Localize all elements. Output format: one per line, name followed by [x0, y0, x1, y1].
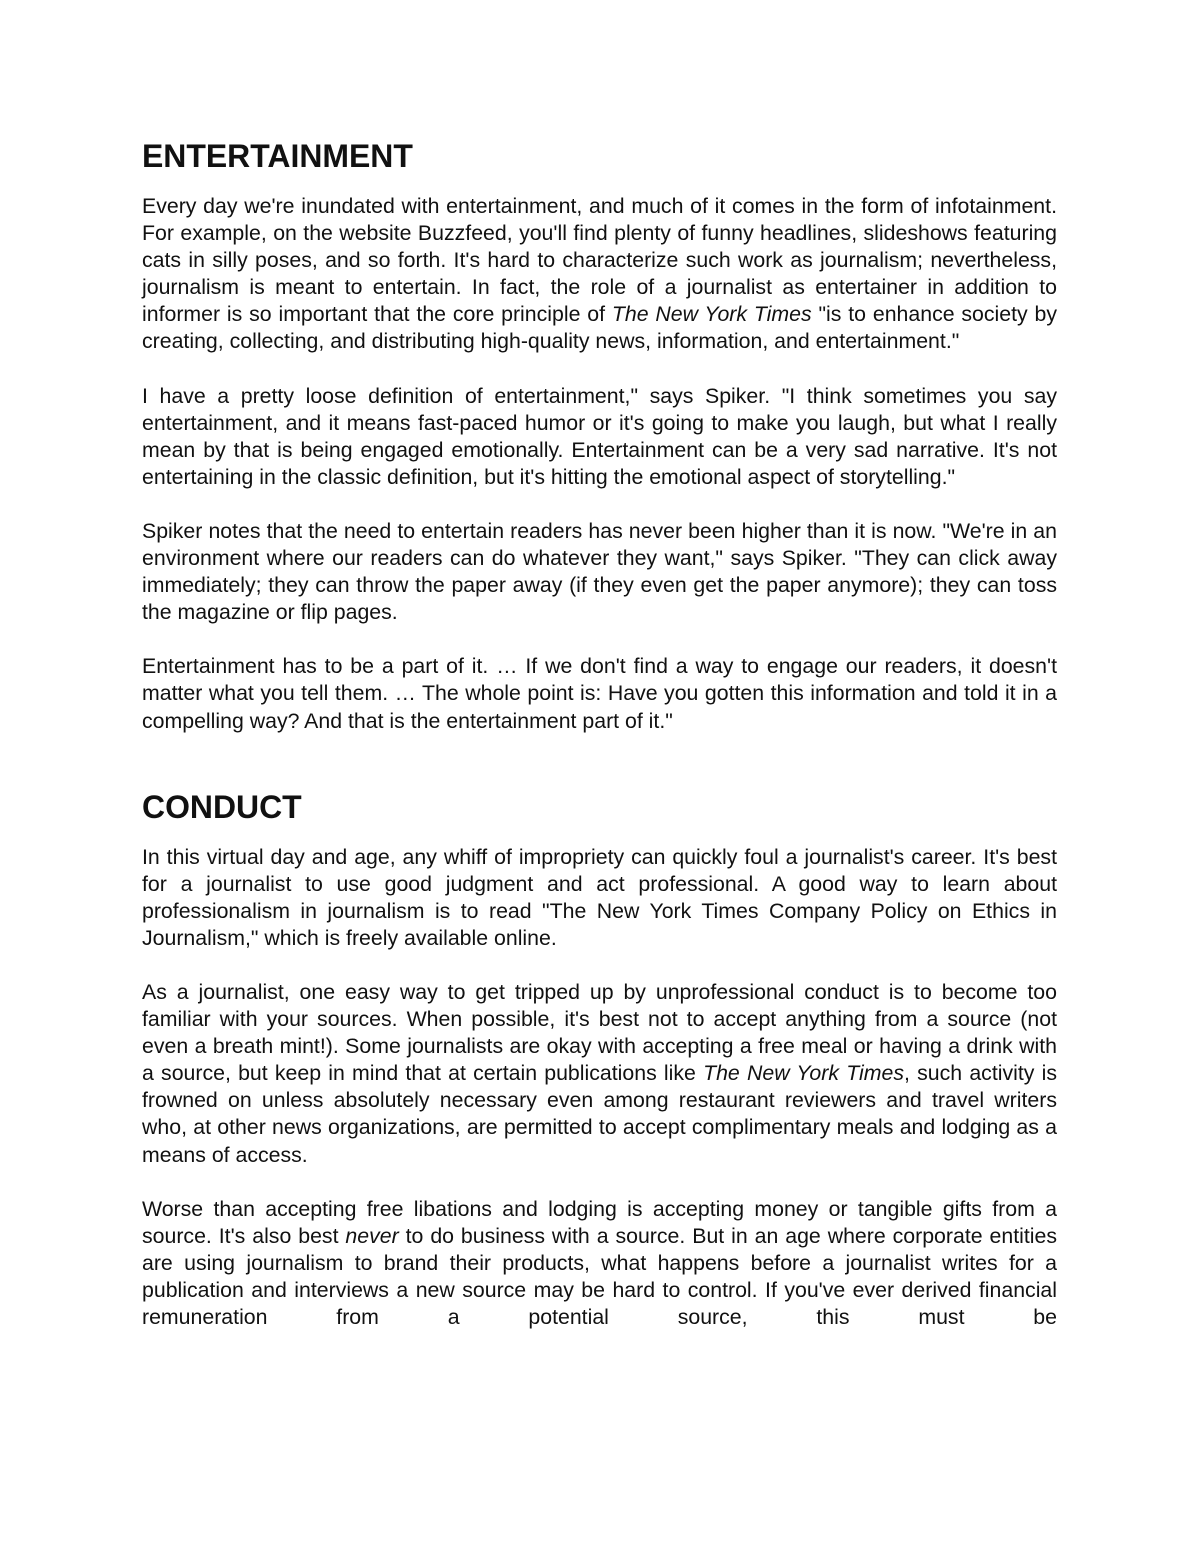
text-run: In this virtual day and age, any whiff of impropriety can quickly foul a journalist's career. It's best for a journalist to use good judgment and act professional. A good way to learn about professionalism in journalism is to read "The New York Times Company Policy on Ethics in Journalism," which is freely available online. [142, 844, 1057, 950]
paragraph [142, 844, 1057, 952]
section-heading-entertainment: ENTERTAINMENT [142, 138, 413, 174]
text-run: I have a pretty loose definition of entertainment," says Spiker. "I think sometimes you say entertainment, and it means fast-paced humor or it's going to make you laugh, but what I really mean by that is being engaged emotionally. Entertainment can be a very sad narrative. It's not entertaining in the classic definition, but it's hitting the emotional aspect of storytelling." [142, 383, 1057, 489]
italic-title: The New York Times [703, 1061, 905, 1086]
document-page [142, 140, 1057, 1331]
paragraph [142, 979, 1057, 1169]
text-run: Worse than accepting free libations and lodging is accepting money or tangible gifts from a source. It's also best [142, 1196, 1057, 1248]
text-run: Every day we're inundated with entertainment, and much of it comes in the form of infotainment. For example, on the website Buzzfeed, you'll find plenty of funny headlines, slideshows featuring cats in silly poses, and so forth. It's hard to characterize such work as journalism; nevertheless, journalism is meant to entertain. In fact, the role of a journalist as entertainer in addition to informer is so important that the core principle of [142, 194, 1057, 327]
text-run: "is to enhance society by creating, collecting, and distributing high-quality news, information, and entertainment." [142, 302, 1057, 354]
paragraph [142, 193, 1057, 356]
paragraph [142, 383, 1057, 491]
section-heading-conduct: CONDUCT [142, 788, 302, 825]
italic-emphasis: never [345, 1223, 399, 1248]
text-run: to do business with a source. But in an age where corporate entities are using journalism to brand their products, what happens before a journalist writes for a publication and interviews a new source may be hard to control. If you've ever derived financial remuneration from a potential source, this must be [142, 1223, 1057, 1329]
italic-title: The New York Times [611, 302, 812, 327]
paragraph [142, 1196, 1057, 1331]
text-run: , such activity is frowned on unless absolutely necessary even among restaurant reviewers and travel writers who, at other news organizations, are permitted to accept complimentary meals and lodging as a means of access. [142, 1061, 1057, 1167]
text-run: As a journalist, one easy way to get tripped up by unprofessional conduct is to become too familiar with your sources. When possible, it's best not to accept anything from a source (not even a breath mint!). Some journalists are okay with accepting a free meal or having a drink with a source, but keep in mind that at certain publications like [142, 979, 1057, 1086]
paragraph [142, 653, 1057, 734]
text-run: Spiker notes that the need to entertain readers has never been higher than it is now. "We're in an environment where our readers can do whatever they want," says Spiker. "They can click away immediately; they can throw the paper away (if they even get the paper anymore); they can toss the magazine or flip pages. [142, 518, 1057, 625]
text-run: Entertainment has to be a part of it. … If we don't find a way to engage our readers, it doesn't matter what you tell them. … The whole point is: Have you gotten this information and told it in a compelling way? And that is the entertainment part of it." [142, 654, 1057, 733]
paragraph [142, 518, 1057, 626]
